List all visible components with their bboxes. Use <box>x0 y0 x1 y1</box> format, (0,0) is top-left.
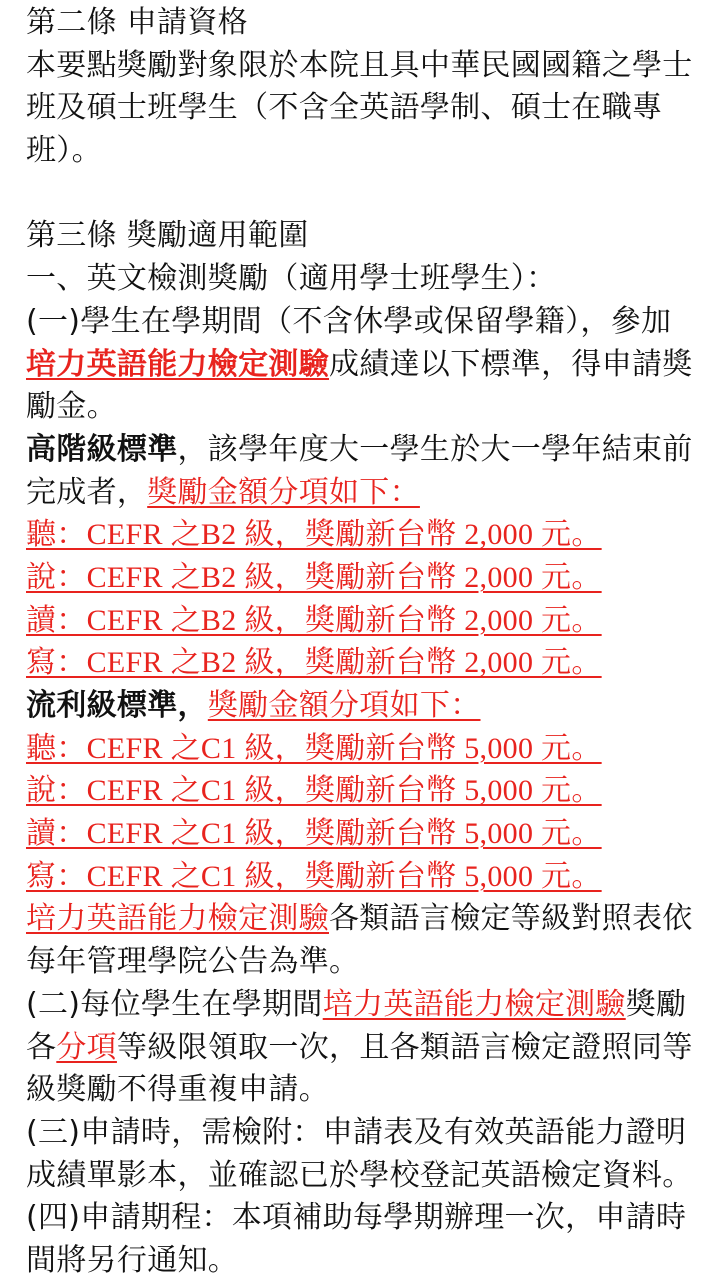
item2-text: 各 <box>26 1029 57 1065</box>
award-row-speaking-b2: 說：CEFR 之B2 級，獎勵新台幣 2,000 元。 <box>26 560 602 594</box>
exam-name-highlight: 培力英語能力檢定測驗 <box>26 901 329 937</box>
reference-line <box>26 898 716 941</box>
paragraph-gap <box>26 173 716 216</box>
item2-text: 等級限領取一次，且各類語言檢定證照同等 <box>116 1029 693 1065</box>
advanced-standard-prefix: 完成者， <box>26 474 148 510</box>
advanced-standard-line <box>26 472 716 515</box>
item1-tail: 成績達以下標準，得申請獎 <box>329 346 693 382</box>
item2-line <box>26 1027 716 1070</box>
award-row-writing-b2: 寫：CEFR 之B2 級，獎勵新台幣 2,000 元。 <box>26 646 602 680</box>
item3-line: 成績單影本，並確認已於學校登記英語檢定資料。 <box>26 1157 693 1193</box>
article3-heading: 第三條 獎勵適用範圍 <box>26 218 309 254</box>
item2-line: 級獎勵不得重複申請。 <box>26 1072 329 1108</box>
item1-prefix: (一)學生在學期間（不含休學或保留學籍），參加 <box>26 303 672 339</box>
item2-prefix: (二)每位學生在學期間 <box>26 986 323 1022</box>
award-items-heading: 獎勵金額分項如下： <box>147 474 420 510</box>
item2-tail: 獎勵 <box>625 986 687 1022</box>
award-row-speaking-c1: 說：CEFR 之C1 級，獎勵新台幣 5,000 元。 <box>26 774 602 808</box>
award-row-listening-b2: 聽：CEFR 之B2 級，獎勵新台幣 2,000 元。 <box>26 518 602 552</box>
item1-line: 勵金。 <box>26 389 117 425</box>
item2-line <box>26 984 716 1027</box>
award-items-heading: 獎勵金額分項如下： <box>207 688 481 723</box>
advanced-standard-line <box>26 429 716 472</box>
article3-subheading: 一、英文檢測獎勵（適用學士班學生）： <box>26 261 557 297</box>
award-row-listening-c1: 聽：CEFR 之C1 級，獎勵新台幣 5,000 元。 <box>26 731 602 765</box>
item4-line: (四)申請期程：本項補助每學期辦理一次，申請時 <box>26 1200 687 1236</box>
article2-text-line: 本要點獎勵對象限於本院且具中華民國國籍之學士 <box>26 47 693 83</box>
item1-line <box>26 344 716 387</box>
sub-item-highlight: 分項 <box>56 1029 117 1065</box>
reference-line: 每年管理學院公告為準。 <box>26 944 360 980</box>
item3-line: (三)申請時，需檢附：申請表及有效英語能力證明 <box>26 1114 687 1150</box>
item4-line: 間將另行通知。 <box>26 1242 239 1278</box>
exam-name-highlight: 培力英語能力檢定測驗 <box>322 986 626 1022</box>
item1-line <box>26 301 716 344</box>
exam-name-highlight: 培力英語能力檢定測驗 <box>26 346 329 382</box>
reference-tail: 各類語言檢定等級對照表依 <box>329 901 693 937</box>
regulation-document <box>26 2 716 1283</box>
advanced-standard-label: 高階級標準 <box>26 431 178 467</box>
advanced-standard-text: ，該學年度大一學生於大一學年結束前 <box>177 431 693 467</box>
award-row-writing-c1: 寫：CEFR 之C1 級，獎勵新台幣 5,000 元。 <box>26 859 602 893</box>
fluent-standard-label: 流利級標準， <box>26 688 208 723</box>
article2-text-line: 班）。 <box>26 133 102 169</box>
fluent-standard-line <box>26 685 716 728</box>
article2-text-line: 班及碩士班學生（不含全英語學制、碩士在職專 <box>26 90 663 126</box>
award-row-reading-c1: 讀：CEFR 之C1 級，獎勵新台幣 5,000 元。 <box>26 817 602 851</box>
article2-heading: 第二條 申請資格 <box>26 5 248 40</box>
award-row-reading-b2: 讀：CEFR 之B2 級，獎勵新台幣 2,000 元。 <box>26 603 602 637</box>
